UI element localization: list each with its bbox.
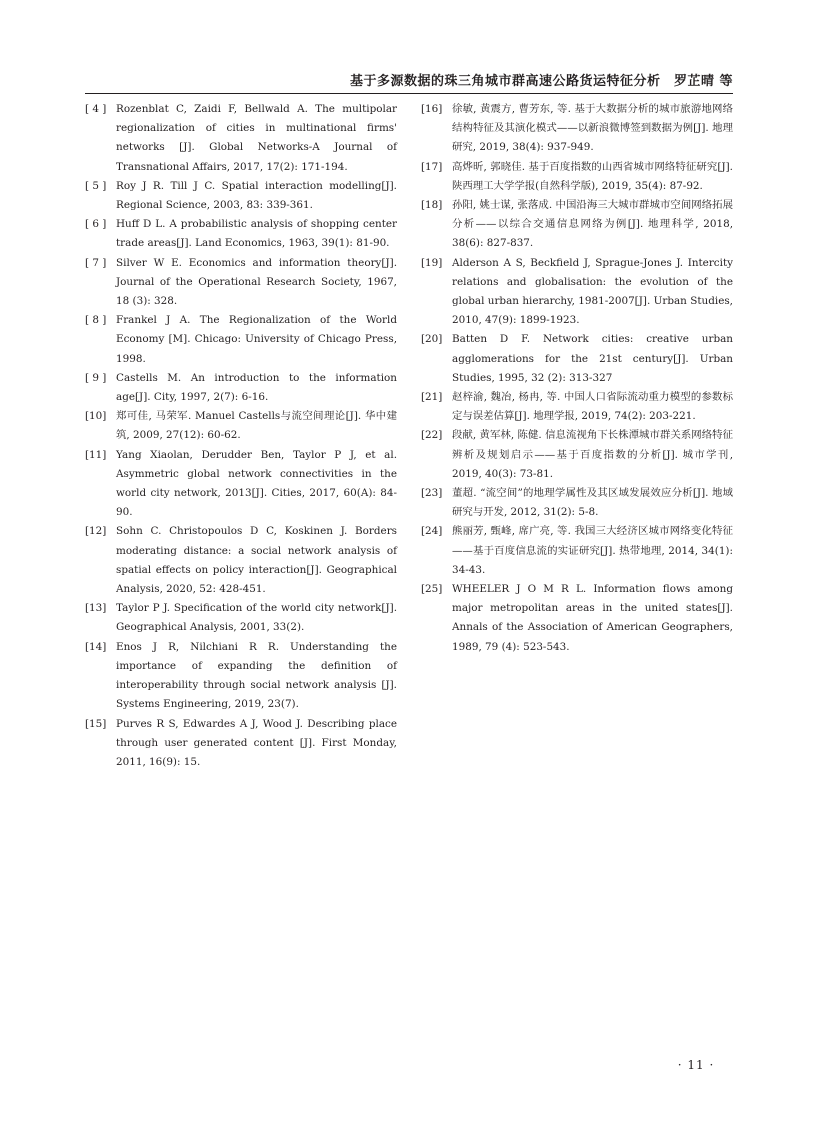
reference-number: [15] (85, 717, 107, 730)
reference-number: [25] (421, 583, 443, 596)
reference-item (85, 599, 397, 637)
reference-number: [14] (85, 640, 107, 653)
reference-item (85, 369, 397, 407)
page-number: · 11 · (677, 1058, 715, 1072)
reference-item (85, 522, 397, 599)
reference-number: [19] (421, 256, 443, 269)
references-left-column (85, 100, 397, 772)
reference-number: [21] (421, 391, 443, 404)
reference-item (85, 254, 397, 312)
reference-number: [ 4 ] (85, 103, 107, 115)
reference-item (421, 484, 733, 522)
reference-number: [ 9 ] (85, 371, 107, 384)
reference-text: 董超. “流空间”的地理学属性及其区域发展效应分析[J]. 地域研究与开发, 2012, 31(2): 5-8. (452, 487, 733, 519)
reference-number: [11] (85, 448, 107, 461)
reference-number: [ 5 ] (85, 179, 107, 192)
reference-text: 高烨昕, 郭晓佳. 基于百度指数的山西省城市网络特征研究[J]. 陕西理工大学学报(自然科学版), 2019, 35(4): 87-92. (452, 160, 733, 192)
reference-number: [ 7 ] (85, 256, 107, 269)
reference-text: 孙阳, 姚士谋, 张落成. 中国沿海三大城市群城市空间网络拓展分析——以综合交通信息网络为例[J]. 地理科学, 2018, 38(6): 827-837. (452, 199, 733, 250)
reference-item (421, 100, 733, 158)
reference-text: Roy J R. Till J C. Spatial interaction modelling[J]. Regional Science, 2003, 83: 339-361. (116, 179, 397, 212)
reference-number: [23] (421, 487, 443, 500)
reference-number: [ 8 ] (85, 314, 107, 327)
reference-text: Huff D L. A probabilistic analysis of shopping center trade areas[J]. Land Economics, 1963, 39(1): 81-90. (116, 218, 397, 250)
header-rule (85, 93, 733, 94)
reference-item (85, 311, 397, 369)
reference-item (421, 158, 733, 196)
reference-item (85, 715, 397, 773)
reference-number: [12] (85, 525, 107, 538)
reference-item (85, 407, 397, 445)
references-right-column (421, 100, 733, 657)
reference-text: 郑可佳, 马荣军. Manuel Castells与流空间理论[J]. 华中建筑, 2009, 27(12): 60-62. (116, 410, 397, 442)
reference-number: [16] (421, 103, 443, 115)
reference-text: 段献, 黄军林, 陈健. 信息流视角下长株潭城市群关系网络特征辨析及规划启示——基于百度指数的分析[J]. 城市学刊, 2019, 40(3): 73-81. (452, 429, 733, 480)
reference-text: Rozenblat C, Zaidi F, Bellwald A. The multipolar regionalization of cities in multinational firms' networks [J]. Global Networks-A Journal of Transnational Affairs, 2017, 17(2): 171-194. (116, 103, 397, 173)
reference-text: 赵梓渝, 魏冶, 杨冉, 等. 中国人口省际流动重力模型的参数标定与误差估算[J]. 地理学报, 2019, 74(2): 203-221. (452, 391, 733, 423)
reference-number: [24] (421, 525, 443, 538)
reference-item (421, 196, 733, 254)
reference-text: Taylor P J. Specification of the world city network[J]. Geographical Analysis, 2001, 33(2). (116, 602, 397, 634)
reference-item (85, 100, 397, 177)
reference-text: Yang Xiaolan, Derudder Ben, Taylor P J, et al. Asymmetric global network connectivities in the world city network, 2013[J]. Cities, 2017, 60(A): 84-90. (116, 448, 397, 519)
reference-text: Castells M. An introduction to the information age[J]. City, 1997, 2(7): 6-16. (116, 371, 397, 404)
reference-number: [17] (421, 160, 443, 173)
reference-item (421, 426, 733, 484)
reference-number: [ 6 ] (85, 218, 107, 231)
reference-item (85, 215, 397, 253)
reference-number: [13] (85, 602, 107, 615)
reference-item (421, 254, 733, 331)
reference-text: WHEELER J O M R L. Information flows among major metropolitan areas in the united states[J]. Annals of the Association of American Geographers, 1989, 79 (4): 523-543. (452, 583, 733, 653)
reference-text: Alderson A S, Beckfield J, Sprague-Jones J. Intercity relations and globalisation: the evolution of the global urban hierarchy, 1981-2007[J]. Urban Studies, 2010, 47(9): 1899-1923. (452, 256, 733, 327)
reference-text: 熊丽芳, 甄峰, 席广亮, 等. 我国三大经济区城市网络变化特征——基于百度信息流的实证研究[J]. 热带地理, 2014, 34(1): 34-43. (452, 525, 733, 576)
reference-item (85, 177, 397, 215)
reference-number: [20] (421, 333, 443, 346)
reference-number: [18] (421, 199, 443, 212)
reference-text: Sohn C. Christopoulos D C, Koskinen J. Borders moderating distance: a social network analysis of spatial effects on policy interaction[J]. Geographical Analysis, 2020, 52: 428-451. (116, 525, 397, 596)
reference-item (421, 580, 733, 657)
reference-number: [22] (421, 429, 443, 442)
reference-item (85, 638, 397, 715)
reference-text: Frankel J A. The Regionalization of the World Economy [M]. Chicago: University of Chicago Press, 1998. (116, 314, 397, 365)
reference-item (421, 522, 733, 580)
reference-text: Purves R S, Edwardes A J, Wood J. Describing place through user generated content [J]. First Monday, 2011, 16(9): 15. (116, 717, 397, 768)
reference-text: Batten D F. Network cities: creative urban agglomerations for the 21st century[J]. Urban Studies, 1995, 32 (2): 313-327 (452, 333, 733, 384)
reference-item (85, 446, 397, 523)
reference-text: 徐敏, 黄震方, 曹芳东, 等. 基于大数据分析的城市旅游地网络结构特征及其演化模式——以新浪微博签到数据为例[J]. 地理研究, 2019, 38(4): 937-949. (452, 103, 733, 154)
reference-item (421, 330, 733, 388)
reference-text: Silver W E. Economics and information theory[J]. Journal of the Operational Research Society, 1967, 18 (3): 328. (116, 256, 397, 308)
reference-item (421, 388, 733, 426)
reference-text: Enos J R, Nilchiani R R. Understanding the importance of expanding the definition of interoperability through social network analysis [J]. Systems Engineering, 2019, 23(7). (116, 640, 397, 711)
running-head-title: 基于多源数据的珠三角城市群高速公路货运特征分析 罗芷晴 等 (349, 74, 733, 89)
reference-number: [10] (85, 410, 107, 423)
